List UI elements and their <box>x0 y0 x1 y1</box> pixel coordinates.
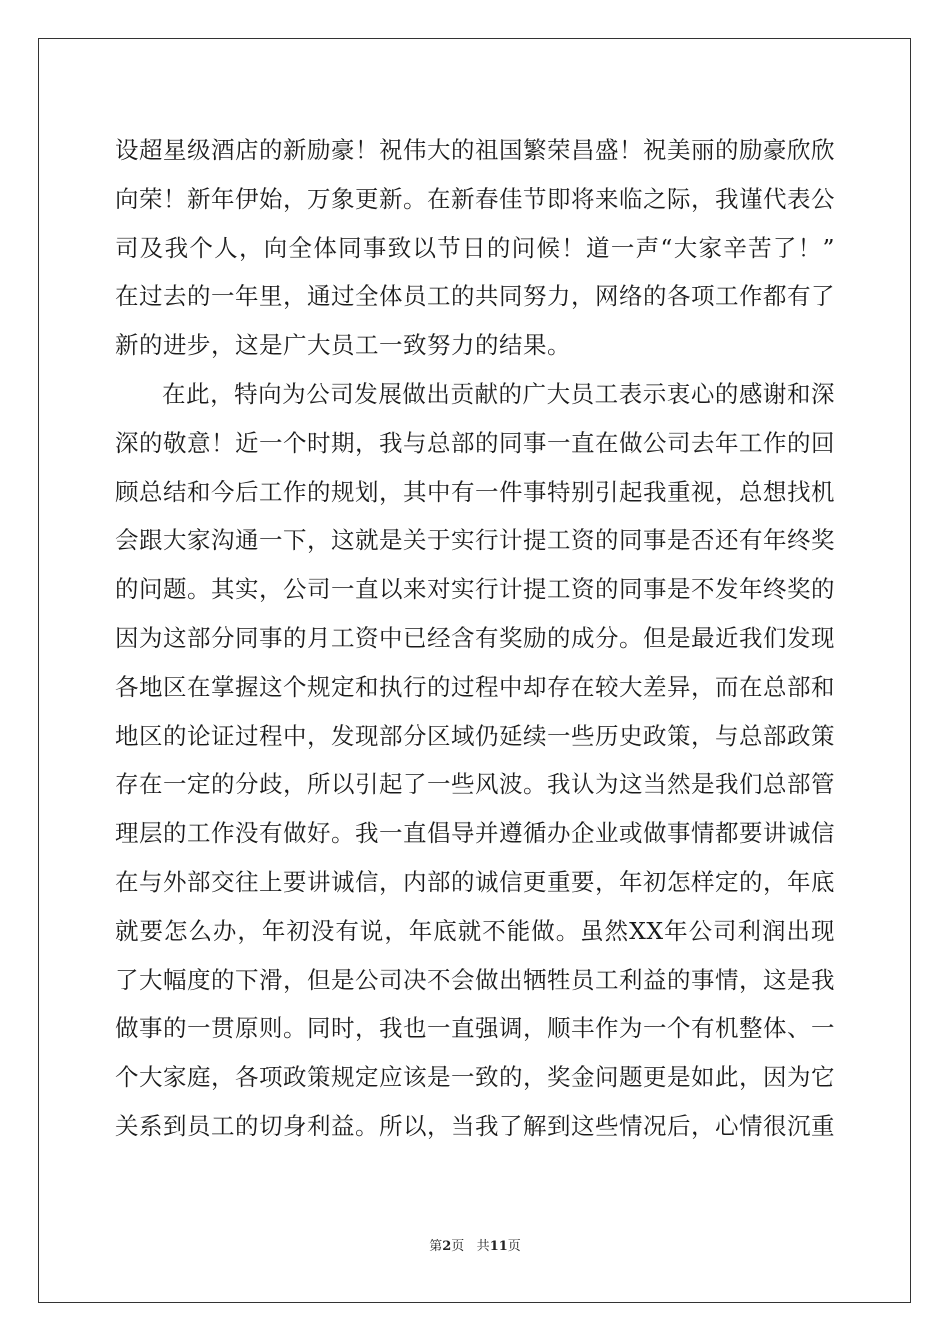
text-line: 在与外部交往上要讲诚信，内部的诚信更重要，年初怎样定的，年底 <box>115 867 835 896</box>
text-line: 理层的工作没有做好。我一直倡导并遵循办企业或做事情都要讲诚信 <box>115 819 835 848</box>
document-body <box>115 126 835 1151</box>
text-line: 顾总结和今后工作的规划，其中有一件事特别引起我重视，总想找机 <box>115 477 835 506</box>
total-pages: 11 <box>489 1239 508 1254</box>
text-line: 设超星级酒店的新励豪！祝伟大的祖国繁荣昌盛！祝美丽的励豪欣欣 <box>115 136 835 164</box>
text-line: 各地区在掌握这个规定和执行的过程中却存在较大差异，而在总部和 <box>115 672 835 701</box>
page-footer <box>0 1235 950 1254</box>
text-line: 关系到员工的切身利益。所以，当我了解到这些情况后，心情很沉重 <box>115 1111 835 1140</box>
text-line: 因为这部分同事的月工资中已经含有奖励的成分。但是最近我们发现 <box>115 623 835 652</box>
text-line: 就要怎么办，年初没有说，年底就不能做。虽然XX年公司利润出现 <box>115 916 835 945</box>
total-prefix: 共 <box>476 1239 490 1254</box>
text-line: 个大家庭，各项政策规定应该是一致的，奖金问题更是如此，因为它 <box>115 1063 835 1092</box>
text-line: 深的敬意！近一个时期，我与总部的同事一直在做公司去年工作的回 <box>115 428 835 457</box>
page-suffix: 页 <box>451 1239 465 1254</box>
text-line: 存在一定的分歧，所以引起了一些风波。我认为这当然是我们总部管 <box>115 770 835 799</box>
text-line: 新的进步，这是广大员工一致努力的结果。 <box>115 331 571 360</box>
text-line: 向荣！新年伊始，万象更新。在新春佳节即将来临之际，我谨代表公 <box>115 184 835 213</box>
text-line: 会跟大家沟通一下，这就是关于实行计提工资的同事是否还有年终奖 <box>115 526 835 555</box>
page-number: 2 <box>442 1239 452 1254</box>
text-line: 的问题。其实，公司一直以来对实行计提工资的同事是不发年终奖的 <box>115 575 835 604</box>
text-line: 司及我个人，向全体同事致以节日的问候！道一声“大家辛苦了！” <box>115 233 835 262</box>
text-line: 了大幅度的下滑，但是公司决不会做出牺牲员工利益的事情，这是我 <box>115 965 835 994</box>
text-line: 地区的论证过程中，发现部分区域仍延续一些历史政策，与总部政策 <box>115 721 835 750</box>
text-line: 在过去的一年里，通过全体员工的共同努力，网络的各项工作都有了 <box>115 282 835 311</box>
total-suffix: 页 <box>507 1239 521 1254</box>
text-line: 做事的一贯原则。同时，我也一直强调，顺丰作为一个有机整体、一 <box>115 1014 835 1043</box>
text-line: 在此，特向为公司发展做出贡献的广大员工表示衷心的感谢和深 <box>162 379 835 408</box>
page-prefix: 第 <box>429 1239 443 1254</box>
